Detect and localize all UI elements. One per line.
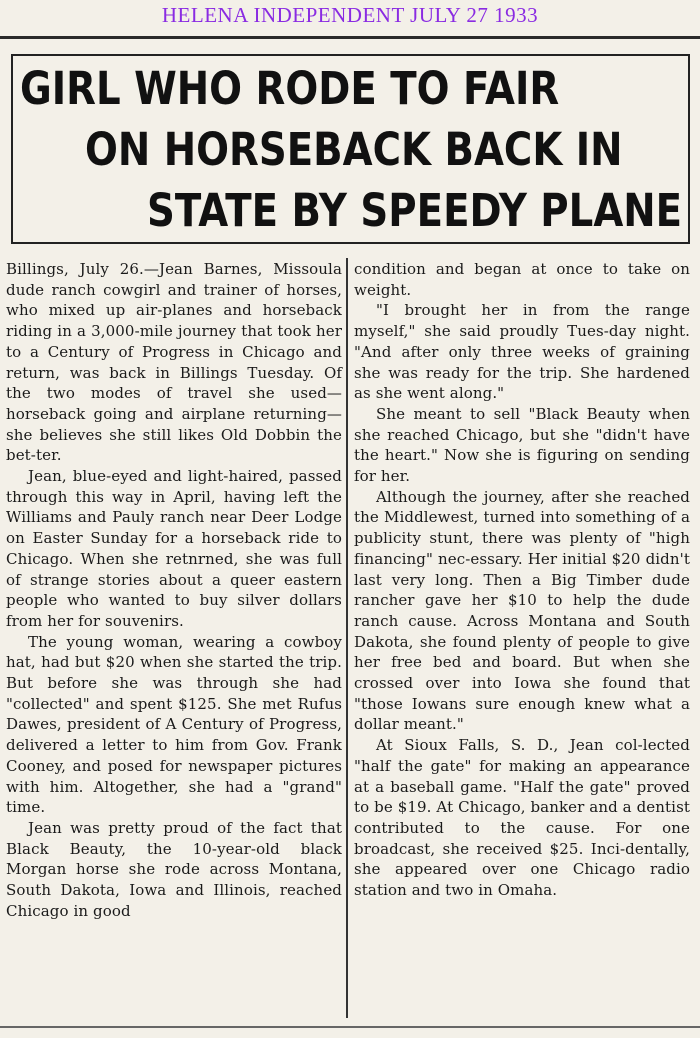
article-column-right xyxy=(354,259,690,901)
paragraph-9: At Sioux Falls, S. D., Jean col-lected "half the gate" for making an appearance at a baseball game. "Half the gate" proved to be $19. At Chicago, banker and a dentist contributed to the cause. For one broadcast, she received $25. Inci-dentally, she appeared over one Chicago radio station and two in Omaha. xyxy=(354,736,690,900)
paragraph-3: The young woman, wearing a cowboy hat, had but $20 when she started the trip. But before she was through she had "collected" and spent $125. She met Rufus Dawes, president of A Century of Progress, delivered a letter to him from Gov. Frank Cooney, and posed for newspaper pictures with him. Altogether, she had a "grand" time. xyxy=(6,632,342,817)
headline-line-2: ON HORSEBACK BACK IN xyxy=(85,123,623,176)
source-caption: HELENA INDEPENDENT JULY 27 1933 xyxy=(161,3,539,27)
headline-line-3: STATE BY SPEEDY PLANE xyxy=(147,184,683,237)
headline-line-1: GIRL WHO RODE TO FAIR xyxy=(20,62,560,115)
paragraph-5: condition and began at once to take on weight. xyxy=(354,260,690,299)
article-column-left xyxy=(6,259,342,922)
paragraph-7: She meant to sell "Black Beauty when she reached Chicago, but she "didn't have the heart." Now she is figuring on sending for her. xyxy=(354,404,690,486)
column-divider xyxy=(346,258,348,1018)
paragraph-8: Although the journey, after she reached the Middlewest, turned into something of a publicity stunt, there was plenty of "high financing" nec-essary. Her initial $20 didn't last very long. Then a Big Timber dude rancher gave her $10 to help the dude ranch cause. Across Montana and South Dakota, she found plenty of people to give her free bed and board. But when she crossed over into Iowa she found that "those Iowans sure enough knew what a dollar meant." xyxy=(354,487,690,734)
top-rule xyxy=(0,36,700,39)
paragraph-4: Jean was pretty proud of the fact that Black Beauty, the 10-year-old black Morgan horse she rode across Montana, South Dakota, Iowa and Illinois, reached Chicago in good xyxy=(6,818,342,920)
bottom-rule xyxy=(0,1026,700,1028)
paragraph-6: "I brought her in from the range myself," she said proudly Tues-day night. "And after only three weeks of graining she was ready for the trip. She hardened as she went along." xyxy=(354,301,690,403)
paragraph-2: Jean, blue-eyed and light-haired, passed through this way in April, having left the Williams and Pauly ranch near Deer Lodge on Easter Sunday for a horseback ride to Chicago. When she retnrned, she was full of strange stories about a queer eastern people who wanted to buy silver dollars from her for souvenirs. xyxy=(6,467,342,630)
paragraph-1: Billings, July 26.—Jean Barnes, Missoula dude ranch cowgirl and trainer of horses, who mixed up air-planes and horseback riding in a 3,000-mile journey that took her to a Century of Progress in Chicago and return, was back in Billings Tuesday. Of the two modes of travel she used—horseback going and airplane returning—she believes she still likes Old Dobbin the bet-ter. xyxy=(6,260,342,465)
